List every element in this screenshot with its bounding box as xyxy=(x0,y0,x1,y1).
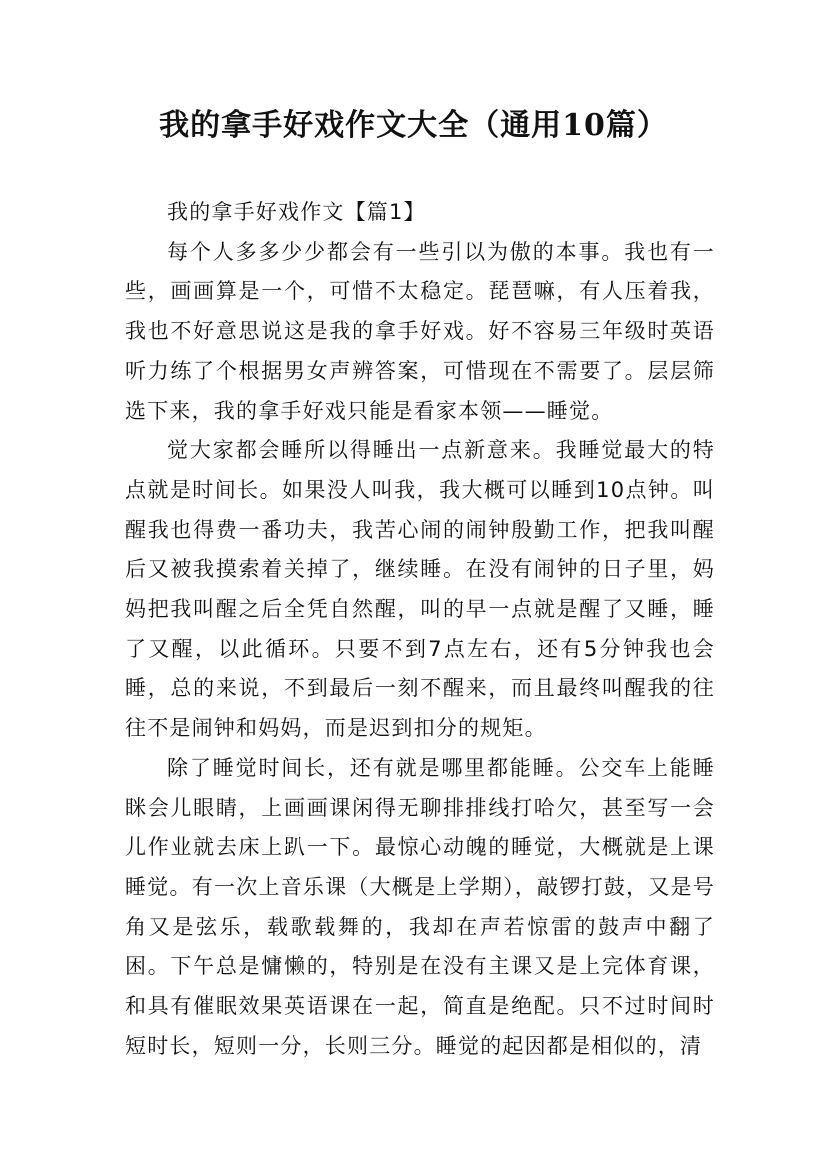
paragraph-1: 每个人多多少少都会有一些引以为傲的本事。我也有一些，画画算是一个，可惜不太稳定。琵琶嘛，有人压着我，我也不好意思说这是我的拿手好戏。好不容易三年级时英语听力练了个根据男女声辨答案，可惜现在不需要了。层层筛选下来，我的拿手好戏只能是看家本领——睡觉。 xyxy=(125,239,715,423)
document-body xyxy=(125,193,715,1066)
paragraph-2: 觉大家都会睡所以得睡出一点新意来。我睡觉最大的特点就是时间长。如果没人叫我，我大概可以睡到10点钟。叫醒我也得费一番功夫，我苦心闹的闹钟殷勤工作，把我叫醒后又被我摸索着关掉了，继续睡。在没有闹钟的日子里，妈妈把我叫醒之后全凭自然醒，叫的早一点就是醒了又睡，睡了又醒，以此循环。只要不到7点左右，还有5分钟我也会睡，总的来说，不到最后一刻不醒来，而且最终叫醒我的往往不是闹钟和妈妈，而是迟到扣分的规矩。 xyxy=(125,438,715,741)
section-heading: 我的拿手好戏作文【篇1】 xyxy=(167,200,426,224)
paragraph-3: 除了睡觉时间长，还有就是哪里都能睡。公交车上能睡眯会儿眼睛，上画画课闲得无聊排排线打哈欠，甚至写一会儿作业就去床上趴一下。最惊心动魄的睡觉，大概就是上课睡觉。有一次上音乐课（大概是上学期），敲锣打鼓，又是号角又是弦乐，载歌载舞的，我却在声若惊雷的鼓声中翻了困。下午总是慵懒的，特别是在没有主课又是上完体育课，和具有催眠效果英语课在一起，简直是绝配。只不过时间时短时长，短则一分，长则三分。睡觉的起因都是相似的，清 xyxy=(125,755,715,1058)
document-title: 我的拿手好戏作文大全（通用10篇） xyxy=(159,108,668,143)
